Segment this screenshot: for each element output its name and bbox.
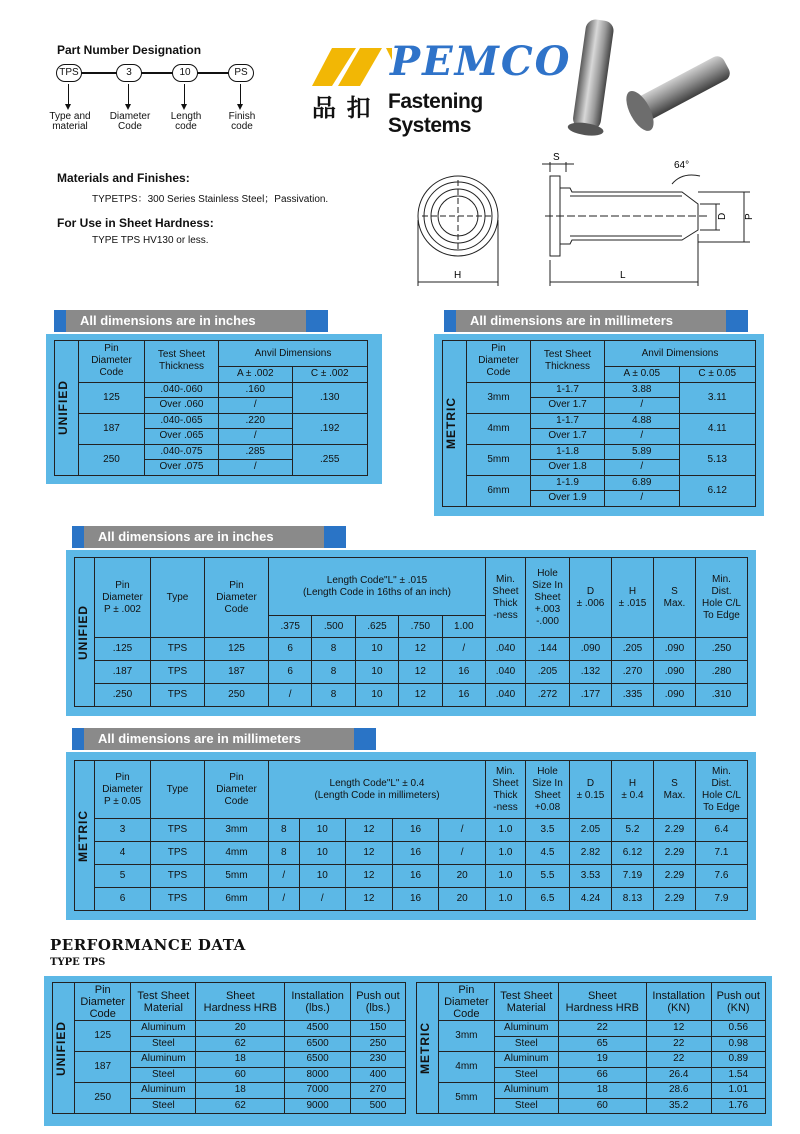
table-cell: / — [439, 819, 486, 842]
length-col: .750 — [399, 616, 442, 638]
table-cell: 62 — [196, 1036, 285, 1052]
table-cell: Steel — [131, 1067, 196, 1083]
arrow-down-icon — [240, 84, 241, 108]
table-cell: .144 — [526, 638, 570, 661]
table-cell: 3.5 — [526, 819, 570, 842]
table-row: Over .075 / — [55, 460, 368, 476]
table-row — [53, 1052, 406, 1068]
perf-col-header: Pin Diameter Code — [75, 983, 131, 1021]
table-row — [75, 888, 748, 911]
perf-col-header: Pin Diameter Code — [439, 983, 495, 1021]
section-header-anvil-mm: All dimensions are in millimeters — [456, 310, 726, 332]
table-cell: .090 — [570, 638, 612, 661]
table-cell: Aluminum — [494, 1052, 558, 1068]
table-cell: 12 — [346, 888, 393, 911]
dims-inch-table — [74, 557, 748, 707]
table-cell: 250 — [75, 1083, 131, 1114]
col-min-thick: Min. Sheet Thick -ness — [486, 761, 526, 819]
materials-text: TYPETPS：300 Series Stainless Steel；Passivation. — [92, 194, 329, 205]
table-cell: 65 — [558, 1036, 646, 1052]
perf-col-header: Installation (KN) — [646, 983, 711, 1021]
col-c: C ± .002 — [292, 367, 367, 383]
table-cell: 6.12 — [612, 842, 654, 865]
table-cell: 6500 — [285, 1052, 351, 1068]
table-cell: 187 — [205, 661, 269, 684]
table-cell: 1.76 — [711, 1098, 765, 1114]
table-row: Over 1.9 / — [443, 491, 756, 507]
table-row — [75, 684, 748, 707]
table-cell: 2.29 — [654, 865, 696, 888]
section-header-dims-inch: All dimensions are in inches — [84, 526, 324, 548]
table-row: Over 1.7 / — [443, 398, 756, 414]
table-cell: / — [269, 888, 300, 911]
table-row — [53, 1021, 406, 1037]
table-cell: .280 — [696, 661, 748, 684]
table-cell: 12 — [399, 638, 442, 661]
label-p: P — [744, 213, 755, 220]
table-row: 187 .040-.065 .220 .192 — [55, 413, 368, 429]
table-cell: 6500 — [285, 1036, 351, 1052]
table-row — [75, 638, 748, 661]
table-cell: 16 — [392, 865, 439, 888]
perf-col-header: Push out (KN) — [711, 983, 765, 1021]
table-cell: 1.01 — [711, 1083, 765, 1099]
table-cell: / — [269, 684, 312, 707]
table-cell: Aluminum — [131, 1052, 196, 1068]
table-cell: TPS — [151, 842, 205, 865]
table-cell: 4mm — [205, 842, 269, 865]
side-label-unified: UNIFIED — [56, 380, 70, 436]
table-cell: 60 — [196, 1067, 285, 1083]
table-cell: .250 — [95, 684, 151, 707]
table-row: 6mm 1-1.9 6.89 6.12 — [443, 475, 756, 491]
table-cell: 12 — [346, 819, 393, 842]
table-cell: 18 — [196, 1052, 285, 1068]
logo-subtitle: Fastening Systems — [388, 90, 483, 137]
label-angle: 64° — [674, 160, 690, 171]
table-cell: 125 — [205, 638, 269, 661]
materials-heading: Materials and Finishes: — [57, 171, 190, 185]
table-row: 5mm 1-1.8 5.89 5.13 — [443, 444, 756, 460]
table-cell: 270 — [350, 1083, 405, 1099]
table-cell: .335 — [612, 684, 654, 707]
table-row: 4mm 1-1.7 4.88 4.11 — [443, 413, 756, 429]
table-cell: 16 — [392, 819, 439, 842]
table-cell: 8.13 — [612, 888, 654, 911]
table-cell: 150 — [350, 1021, 405, 1037]
table-cell: 19 — [558, 1052, 646, 1068]
col-c: C ± 0.05 — [679, 367, 755, 383]
table-cell: 2.29 — [654, 842, 696, 865]
table-cell: 3mm — [439, 1021, 495, 1052]
label-l: L — [620, 270, 626, 281]
table-cell: 6.5 — [526, 888, 570, 911]
pnd-node-finish: PS — [228, 64, 254, 82]
table-cell: .040 — [486, 684, 526, 707]
side-label-metric: METRIC — [418, 1022, 432, 1074]
arrow-down-icon — [184, 84, 185, 108]
perf-col-header: Test Sheet Material — [494, 983, 558, 1021]
table-cell: 35.2 — [646, 1098, 711, 1114]
pnd-node-length: 10 — [172, 64, 198, 82]
table-cell: 12 — [399, 684, 442, 707]
table-cell: 1.0 — [486, 842, 526, 865]
col-type: Type — [151, 761, 205, 819]
table-cell: 4.5 — [526, 842, 570, 865]
col-d: D ± 0.15 — [570, 761, 612, 819]
hardness-text: TYPE TPS HV130 or less. — [92, 235, 209, 246]
table-cell: 66 — [558, 1067, 646, 1083]
table-cell: TPS — [151, 819, 205, 842]
table-cell: .040 — [486, 661, 526, 684]
table-cell: 3.53 — [570, 865, 612, 888]
table-cell: Steel — [494, 1036, 558, 1052]
pnd-label-length: Length code — [170, 111, 202, 132]
table-cell: 7.6 — [696, 865, 748, 888]
dims-mm-table — [74, 760, 748, 911]
table-row — [75, 865, 748, 888]
table-cell: 16 — [442, 684, 485, 707]
perf-col-header: Installation (lbs.) — [285, 983, 351, 1021]
col-hole: Hole Size In Sheet +.003 -.000 — [526, 558, 570, 638]
table-cell: 2.82 — [570, 842, 612, 865]
col-hole: Hole Size In Sheet +0.08 — [526, 761, 570, 819]
section-header-anvil-inch: All dimensions are in inches — [66, 310, 306, 332]
table-cell: / — [269, 865, 300, 888]
table-cell: 18 — [196, 1083, 285, 1099]
table-cell: 10 — [355, 684, 398, 707]
table-cell: Aluminum — [131, 1083, 196, 1099]
col-length: Length Code"L" ± 0.4 (Length Code in millimeters) — [269, 761, 486, 819]
table-cell: Aluminum — [494, 1083, 558, 1099]
performance-subtitle: TYPE TPS — [50, 957, 106, 968]
length-col: 1.00 — [442, 616, 485, 638]
table-cell: Steel — [131, 1098, 196, 1114]
table-cell: 5mm — [439, 1083, 495, 1114]
pnd-node-type: TPS — [56, 64, 82, 82]
col-edge: Min. Dist. Hole C/L To Edge — [696, 558, 748, 638]
table-cell: .090 — [654, 684, 696, 707]
table-cell: 60 — [558, 1098, 646, 1114]
table-cell: 6 — [269, 661, 312, 684]
table-cell: 8000 — [285, 1067, 351, 1083]
table-cell: / — [439, 842, 486, 865]
table-cell: 0.89 — [711, 1052, 765, 1068]
table-row — [417, 1021, 766, 1037]
table-cell: 22 — [646, 1052, 711, 1068]
table-row: 3mm 1-1.7 3.88 3.11 — [443, 382, 756, 398]
col-type: Type — [151, 558, 205, 638]
table-row — [75, 819, 748, 842]
product-photo — [560, 14, 750, 152]
pnd-label-diameter: Diameter Code — [109, 111, 151, 132]
table-cell: .310 — [696, 684, 748, 707]
table-cell: 0.56 — [711, 1021, 765, 1037]
table-cell: 16 — [442, 661, 485, 684]
table-cell: .090 — [654, 661, 696, 684]
table-cell: 22 — [646, 1036, 711, 1052]
col-a: A ± .002 — [219, 367, 293, 383]
col-a: A ± 0.05 — [605, 367, 680, 383]
technical-drawing — [410, 150, 770, 290]
hardness-heading: For Use in Sheet Hardness: — [57, 216, 214, 230]
label-h: H — [454, 270, 462, 281]
table-cell: 7.1 — [696, 842, 748, 865]
table-cell: 16 — [392, 842, 439, 865]
table-cell: .250 — [696, 638, 748, 661]
table-cell: 8 — [269, 842, 300, 865]
col-pin-diameter: Pin Diameter P ± 0.05 — [95, 761, 151, 819]
table-cell: TPS — [151, 888, 205, 911]
table-cell: 6 — [95, 888, 151, 911]
table-cell: 12 — [646, 1021, 711, 1037]
table-row: 250 .040-.075 .285 .255 — [55, 444, 368, 460]
length-col: .500 — [312, 616, 355, 638]
table-cell: 1.0 — [486, 888, 526, 911]
perf-col-header: Sheet Hardness HRB — [558, 983, 646, 1021]
col-h: H ± 0.4 — [612, 761, 654, 819]
col-pin-diameter: Pin Diameter P ± .002 — [95, 558, 151, 638]
side-label-unified: UNIFIED — [76, 604, 90, 660]
col-thickness: Test Sheet Thickness — [531, 341, 605, 383]
table-cell: 2.29 — [654, 819, 696, 842]
table-cell: .132 — [570, 661, 612, 684]
table-cell: 3 — [95, 819, 151, 842]
perf-col-header: Sheet Hardness HRB — [196, 983, 285, 1021]
table-cell: 187 — [75, 1052, 131, 1083]
table-cell: Aluminum — [494, 1021, 558, 1037]
table-cell: 250 — [205, 684, 269, 707]
perf-unified-table — [52, 982, 406, 1114]
table-cell: 22 — [558, 1021, 646, 1037]
table-cell: 28.6 — [646, 1083, 711, 1099]
anvil-inch-table — [54, 340, 368, 476]
table-cell: 4mm — [439, 1052, 495, 1083]
table-row: Over 1.8 / — [443, 460, 756, 476]
table-cell: 5mm — [205, 865, 269, 888]
table-cell: 1.0 — [486, 865, 526, 888]
table-cell: 7.19 — [612, 865, 654, 888]
col-anvil: Anvil Dimensions — [219, 341, 368, 367]
table-cell: Steel — [494, 1067, 558, 1083]
table-row — [417, 1052, 766, 1068]
table-cell: 5.2 — [612, 819, 654, 842]
length-col: .375 — [269, 616, 312, 638]
table-cell: 20 — [439, 865, 486, 888]
table-cell: 6mm — [205, 888, 269, 911]
col-pin-code: Pin Diameter Code — [79, 341, 145, 383]
table-row: Over 1.7 / — [443, 429, 756, 445]
table-cell: 6.4 — [696, 819, 748, 842]
col-pin-code: Pin Diameter Code — [467, 341, 531, 383]
table-cell: 250 — [350, 1036, 405, 1052]
table-cell: 9000 — [285, 1098, 351, 1114]
table-cell: 4.24 — [570, 888, 612, 911]
table-cell: 2.05 — [570, 819, 612, 842]
table-cell: 18 — [558, 1083, 646, 1099]
arrow-down-icon — [68, 84, 69, 108]
table-cell: 4500 — [285, 1021, 351, 1037]
table-cell: 10 — [355, 638, 398, 661]
pnd-node-diameter: 3 — [116, 64, 142, 82]
table-cell: TPS — [151, 638, 205, 661]
table-cell: 7000 — [285, 1083, 351, 1099]
table-cell: 26.4 — [646, 1067, 711, 1083]
table-row: 125 .040-.060 .160 .130 — [55, 382, 368, 398]
table-cell: 20 — [196, 1021, 285, 1037]
table-cell: 5 — [95, 865, 151, 888]
table-row: Over .065 / — [55, 429, 368, 445]
table-cell: TPS — [151, 661, 205, 684]
table-cell: .205 — [612, 638, 654, 661]
arrow-down-icon — [128, 84, 129, 108]
pnd-label-type: Type and material — [49, 111, 91, 132]
table-cell: 16 — [392, 888, 439, 911]
table-cell: 1.0 — [486, 819, 526, 842]
table-cell: Steel — [131, 1036, 196, 1052]
table-cell: 12 — [399, 661, 442, 684]
col-s: S Max. — [654, 558, 696, 638]
table-cell: 10 — [299, 865, 346, 888]
table-row — [75, 661, 748, 684]
perf-metric-table — [416, 982, 766, 1114]
table-cell: Steel — [494, 1098, 558, 1114]
table-cell: 20 — [439, 888, 486, 911]
table-cell: .187 — [95, 661, 151, 684]
anvil-mm-table — [442, 340, 756, 507]
table-cell: 7.9 — [696, 888, 748, 911]
table-cell: 2.29 — [654, 888, 696, 911]
table-row — [417, 1083, 766, 1099]
col-code: Pin Diameter Code — [205, 761, 269, 819]
table-cell: 10 — [299, 819, 346, 842]
logo-chinese-text: 品 扣 — [312, 95, 373, 122]
table-cell: 3mm — [205, 819, 269, 842]
table-cell: 5.5 — [526, 865, 570, 888]
table-cell: Aluminum — [131, 1021, 196, 1037]
performance-title: PERFORMANCE DATA — [50, 936, 246, 954]
part-number-chain — [49, 64, 256, 132]
col-min-thick: Min. Sheet Thick -ness — [486, 558, 526, 638]
col-code: Pin Diameter Code — [205, 558, 269, 638]
table-cell: 125 — [75, 1021, 131, 1052]
table-cell: .272 — [526, 684, 570, 707]
col-thickness: Test Sheet Thickness — [145, 341, 219, 383]
pnd-label-finish: Finish code — [228, 111, 256, 132]
table-cell: 500 — [350, 1098, 405, 1114]
table-cell: / — [299, 888, 346, 911]
col-length: Length Code"L" ± .015 (Length Code in 16ths of an inch) — [269, 558, 486, 616]
length-col: .625 — [355, 616, 398, 638]
table-cell: 1.54 — [711, 1067, 765, 1083]
table-cell: .270 — [612, 661, 654, 684]
table-cell: .125 — [95, 638, 151, 661]
table-row — [75, 842, 748, 865]
table-cell: 0.98 — [711, 1036, 765, 1052]
perf-col-header: Push out (lbs.) — [350, 983, 405, 1021]
table-cell: / — [442, 638, 485, 661]
table-cell: 6 — [269, 638, 312, 661]
table-cell: 8 — [312, 661, 355, 684]
perf-col-header: Test Sheet Material — [131, 983, 196, 1021]
part-number-title: Part Number Designation — [57, 43, 202, 57]
table-cell: 8 — [312, 638, 355, 661]
table-cell: 8 — [312, 684, 355, 707]
table-cell: 4 — [95, 842, 151, 865]
side-label-metric: METRIC — [444, 397, 458, 450]
table-cell: 62 — [196, 1098, 285, 1114]
table-cell: TPS — [151, 684, 205, 707]
table-row — [53, 1083, 406, 1099]
logo-mark-icon — [312, 46, 392, 88]
col-s: S Max. — [654, 761, 696, 819]
table-cell: TPS — [151, 865, 205, 888]
section-header-dims-mm: All dimensions are in millimeters — [84, 728, 354, 750]
table-cell: 12 — [346, 865, 393, 888]
side-label-metric: METRIC — [76, 809, 90, 862]
col-h: H ± .015 — [612, 558, 654, 638]
col-anvil: Anvil Dimensions — [605, 341, 756, 367]
table-cell: 230 — [350, 1052, 405, 1068]
table-row: Over .060 / — [55, 398, 368, 414]
side-label-unified: UNIFIED — [54, 1020, 68, 1076]
table-cell: 400 — [350, 1067, 405, 1083]
table-cell: 10 — [355, 661, 398, 684]
col-edge: Min. Dist. Hole C/L To Edge — [696, 761, 748, 819]
table-cell: .205 — [526, 661, 570, 684]
label-d: D — [717, 212, 728, 220]
label-s: S — [553, 152, 560, 163]
table-cell: .090 — [654, 638, 696, 661]
pemco-logo — [312, 38, 572, 137]
logo-brand-text: PEMCO — [390, 38, 572, 85]
table-cell: 10 — [299, 842, 346, 865]
col-d: D ± .006 — [570, 558, 612, 638]
table-cell: 12 — [346, 842, 393, 865]
table-cell: .040 — [486, 638, 526, 661]
table-cell: .177 — [570, 684, 612, 707]
chain-line — [66, 72, 251, 74]
table-cell: 8 — [269, 819, 300, 842]
